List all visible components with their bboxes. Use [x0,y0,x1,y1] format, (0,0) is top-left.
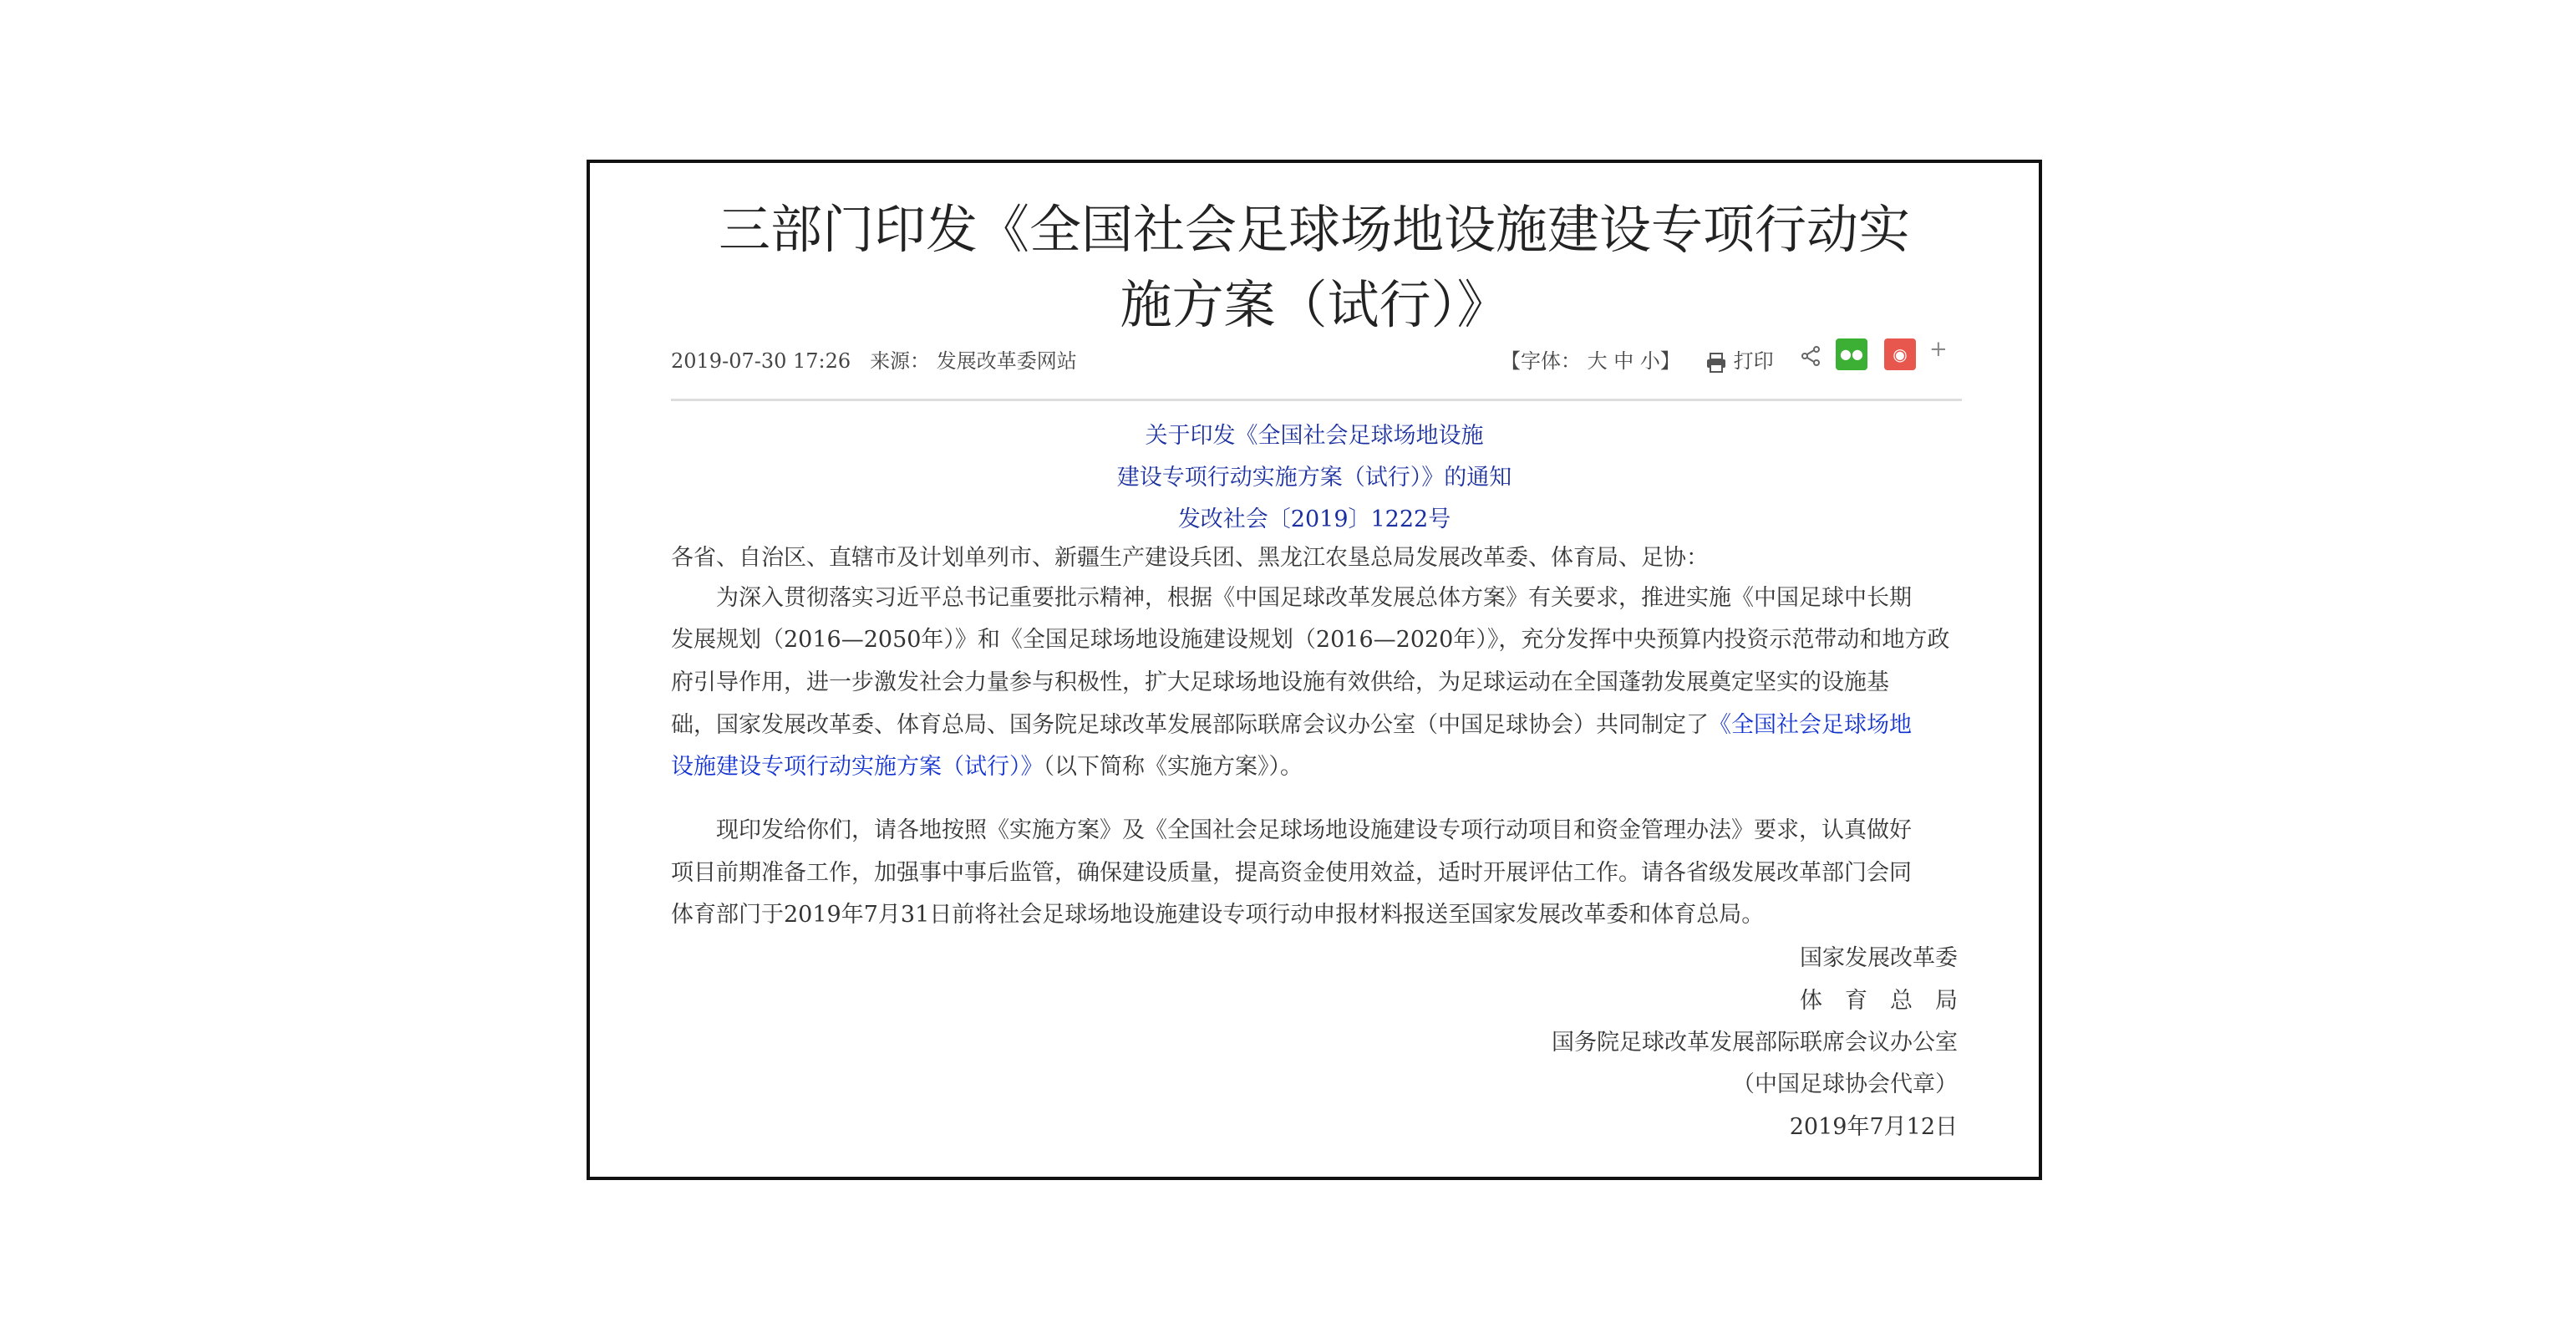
more-share-button[interactable]: + [1929,337,1948,362]
signature-football-office: 国务院足球改革发展部际联席会议办公室 [1552,1030,1958,1056]
font-small-button[interactable]: 小 [1639,349,1660,373]
paragraph-1-line [671,711,1912,740]
signature-sport-bureau: 体 育 总 局 [1800,988,1958,1014]
source-label: 来源： [870,349,931,373]
notice-heading-line-1: 关于印发《全国社会足球场地设施 [1145,423,1484,449]
salutation: 各省、自治区、直辖市及计划单列市、新疆生产建设兵团、黑龙江农垦总局发展改革委、体育局、足协： [671,545,1709,571]
divider [671,399,1962,401]
font-size-controls [1501,349,1680,374]
publish-date: 2019-07-30 17:26 [671,349,851,373]
article-frame [587,160,2042,1180]
font-label-close: 】 [1659,349,1680,373]
weibo-share-icon[interactable]: ◉ [1884,338,1916,370]
paragraph-1-line: 为深入贯彻落实习近平总书记重要批示精神，根据《中国足球改革发展总体方案》有关要求，推进实施《中国足球中长期 [671,585,1912,611]
plan-link[interactable]: 《全国社会足球场地 [1709,712,1912,738]
article-title-line-2: 施方案（试行）》 [1120,274,1509,335]
paragraph-1-tail: （以下简称《实施方案》）。 [1043,754,1303,780]
paragraph-2-line: 现印发给你们，请各地按照《实施方案》及《全国社会足球场地设施建设专项行动项目和资金管理办法》要求，认真做好 [671,817,1912,843]
font-label: 【字体： [1501,349,1581,373]
print-label: 打印 [1733,349,1774,373]
font-large-button[interactable]: 大 [1587,349,1608,373]
share-icon[interactable] [1800,345,1821,367]
notice-heading-line-2: 建设专项行动实施方案（试行）》的通知 [1116,465,1512,491]
paragraph-2-line: 体育部门于2019年7月31日前将社会足球场地设施建设专项行动申报材料报送至国家发展改革委和体育总局。 [671,902,1765,928]
paragraph-1-line [671,753,1303,781]
plan-link-continued[interactable]: 设施建设专项行动实施方案（试行）》 [671,754,1044,780]
signature-date: 2019年7月12日 [1789,1114,1958,1140]
signature-ndrc: 国家发展改革委 [1800,945,1958,971]
paragraph-1-line: 发展规划（2016—2050年）》和《全国足球场地设施建设规划（2016—2020年）》，充分发挥中央预算内投资示范带动和地方政 [671,627,1950,653]
paragraph-1-line: 府引导作用，进一步激发社会力量参与积极性，扩大足球场地设施有效供给，为足球运动在全国蓬勃发展奠定坚实的设施基 [671,669,1889,695]
font-medium-button[interactable]: 中 [1613,349,1634,373]
paragraph-2-line: 项目前期准备工作，加强事中事后监管，确保建设质量，提高资金使用效益，适时开展评估工作。请各省级发展改革部门会同 [671,860,1912,886]
printer-icon [1705,352,1727,374]
paragraph-1-text: 础，国家发展改革委、体育总局、国务院足球改革发展部际联席会议办公室（中国足球协会）共同制定了 [671,712,1709,738]
signature-cfa-seal: （中国足球协会代章） [1732,1071,1958,1097]
wechat-share-icon[interactable]: ●● [1836,338,1867,370]
notice-document-number: 发改社会〔2019〕1222号 [1177,506,1451,532]
article-meta [671,349,1077,374]
source-name: 发展改革委网站 [936,349,1077,373]
article-title-line-1: 三部门印发《全国社会足球场地设施建设专项行动实 [718,199,1910,260]
print-button[interactable] [1705,349,1774,374]
